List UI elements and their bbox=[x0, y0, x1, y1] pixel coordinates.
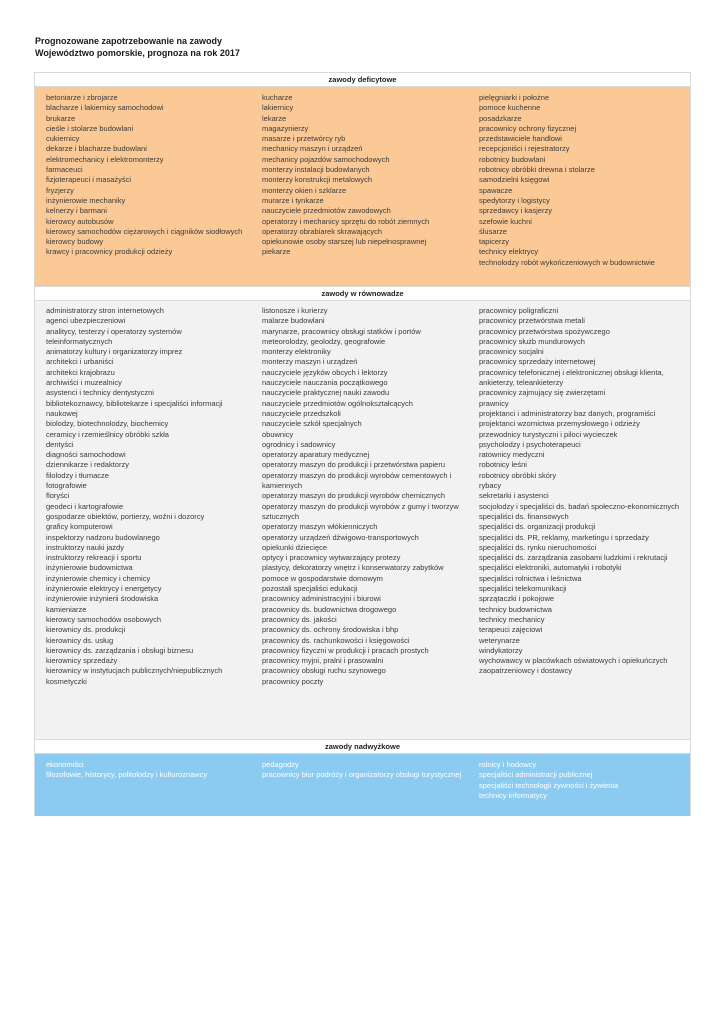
occupation-item: socjolodzy i specjaliści ds. badań społeczno-ekonomicznych bbox=[479, 501, 680, 511]
occupation-item: technicy mechanicy bbox=[479, 614, 545, 624]
occupation-item: spawacze bbox=[479, 185, 513, 195]
occupation-item: specjaliści technologii żywności i żywienia bbox=[479, 780, 619, 790]
section-balance-header: zawody w równowadze bbox=[35, 286, 690, 301]
title-line-2: Województwo pomorskie, prognoza na rok 2017 bbox=[35, 48, 240, 58]
occupation-item: operatorzy maszyn do produkcji i przetwórstwa papieru bbox=[262, 460, 445, 470]
occupation-item: monterzy instalacji budowlanych bbox=[262, 165, 370, 175]
occupation-item: blacharze i lakiernicy samochodowi bbox=[46, 103, 164, 113]
occupation-item: samodzielni księgowi bbox=[479, 175, 550, 185]
occupation-item: operatorzy maszyn włókienniczych bbox=[262, 522, 378, 532]
occupation-item: pracownicy biur podróży i organizatorzy obsługi turystycznej bbox=[262, 770, 462, 780]
occupation-item: operatorzy maszyn do produkcji wyrobów cementowych i kamiennych bbox=[262, 470, 452, 491]
occupation-item: nauczyciele przedszkoli bbox=[262, 408, 341, 418]
occupation-item: instruktorzy nauki jazdy bbox=[46, 542, 124, 552]
section-surplus-body bbox=[35, 754, 690, 816]
occupation-item: terapeuci zajęciowi bbox=[479, 625, 543, 635]
occupation-item: recepcjoniści i rejestratorzy bbox=[479, 144, 570, 154]
occupation-item: operatorzy i mechanicy sprzętu do robót ziemnych bbox=[262, 216, 430, 226]
occupation-item: pomoce kuchenne bbox=[479, 103, 541, 113]
occupation-item: monterzy okien i szklarze bbox=[262, 185, 347, 195]
occupation-item: instruktorzy rekreacji i sportu bbox=[46, 553, 142, 563]
section-deficit-body bbox=[35, 87, 690, 286]
occupation-item: inżynierowie chemicy i chemicy bbox=[46, 573, 151, 583]
occupation-item: przedstawiciele handlowi bbox=[479, 134, 562, 144]
surplus-column-1 bbox=[35, 760, 252, 816]
occupation-item: pracownicy przetwórstwa metali bbox=[479, 316, 585, 326]
occupation-item: spedytorzy i logistycy bbox=[479, 195, 550, 205]
occupation-item: obuwnicy bbox=[262, 429, 294, 439]
occupation-item: architekci i urbaniści bbox=[46, 357, 114, 367]
occupation-item: specjaliści ds. organizacji produkcji bbox=[479, 522, 596, 532]
occupation-item: pomoce w gospodarstwie domowym bbox=[262, 573, 383, 583]
occupation-item: projektanci i administratorzy baz danych, programiści bbox=[479, 408, 656, 418]
occupation-item: marynarze, pracownicy obsługi statków i portów bbox=[262, 326, 421, 336]
section-balance-body bbox=[35, 301, 690, 740]
occupation-item: kucharze bbox=[262, 93, 293, 102]
occupation-item: specjaliści ds. PR, reklamy, marketingu i sprzedaży bbox=[479, 532, 649, 542]
occupation-item: pracownicy poczty bbox=[262, 676, 324, 686]
occupation-item: robotnicy leśni bbox=[479, 460, 527, 470]
occupation-item: przewodnicy turystyczni i piloci wycieczek bbox=[479, 429, 618, 439]
occupation-item: krawcy i pracownicy produkcji odzieży bbox=[46, 247, 173, 257]
occupation-item: posadzkarze bbox=[479, 113, 522, 123]
occupation-item: gospodarze obiektów, portierzy, woźni i dozorcy bbox=[46, 511, 205, 521]
occupation-item: kierowcy budowy bbox=[46, 237, 104, 247]
occupation-item: dentyści bbox=[46, 439, 74, 449]
occupation-item: monterzy elektroniky bbox=[262, 347, 331, 357]
occupation-item: nauczyciele szkół specjalnych bbox=[262, 419, 362, 429]
occupation-item: monterzy maszyn i urządzeń bbox=[262, 357, 358, 367]
occupation-item: ceramicy i rzemieślnicy obróbki szkła bbox=[46, 429, 169, 439]
occupation-item: inspektorzy nadzoru budowlanego bbox=[46, 532, 160, 542]
occupation-item: pracownicy przetwórstwa spożywczego bbox=[479, 326, 610, 336]
occupation-item: kelnerzy i barmani bbox=[46, 206, 107, 216]
occupation-item: pracownicy służb mundurowych bbox=[479, 336, 585, 346]
occupation-item: pracownicy fizyczni w produkcji i pracach prostych bbox=[262, 645, 429, 655]
occupation-item: robotnicy obróbki drewna i stolarze bbox=[479, 165, 595, 175]
deficit-column-2 bbox=[252, 93, 469, 286]
occupation-item: specjaliści ds. zarządzania zasobami ludzkimi i rekrutacji bbox=[479, 553, 668, 563]
occupation-item: pracownicy ds. jakości bbox=[262, 614, 337, 624]
occupation-item: kosmetyczki bbox=[46, 676, 87, 686]
occupation-item: zaopatrzeniowcy i dostawcy bbox=[479, 666, 572, 676]
occupation-item: operatorzy obrabiarek skrawających bbox=[262, 226, 383, 236]
occupation-item: pracownicy sprzedaży internetowej bbox=[479, 357, 596, 367]
occupation-item: fryzjerzy bbox=[46, 185, 74, 195]
occupation-item: administratorzy stron internetowych bbox=[46, 306, 164, 315]
occupation-item: pracownicy administracyjni i biurowi bbox=[262, 594, 381, 604]
occupation-item: optycy i pracownicy wytwarzający protezy bbox=[262, 553, 401, 563]
occupation-item: cukiernicy bbox=[46, 134, 80, 144]
occupation-item: plastycy, dekoratorzy wnętrz i konserwatorzy zabytków bbox=[262, 563, 444, 573]
occupation-item: operatorzy aparatury medycznej bbox=[262, 450, 370, 460]
occupation-item: opiekunowie osoby starszej lub niepełnosprawnej bbox=[262, 237, 427, 247]
occupation-item: ogrodnicy i sadownicy bbox=[262, 439, 336, 449]
occupation-item: pracownicy ds. rachunkowości i księgowości bbox=[262, 635, 410, 645]
occupation-item: analitycy, testerzy i operatorzy systemów teleinformatycznych bbox=[46, 326, 182, 346]
occupation-item: bibliotekoznawcy, bibliotekarze i specjaliści informacji naukowej bbox=[46, 398, 223, 418]
occupation-item: asystenci i technicy dentystyczni bbox=[46, 388, 154, 398]
occupation-item: tapicerzy bbox=[479, 237, 510, 247]
occupation-item: geodeci i kartografowie bbox=[46, 501, 124, 511]
occupation-item: pedagodzy bbox=[262, 760, 299, 769]
balance-column-3 bbox=[469, 306, 690, 740]
occupation-item: brukarze bbox=[46, 113, 76, 123]
occupation-item: pracownicy obsługi ruchu szynowego bbox=[262, 666, 386, 676]
occupation-item: kierownicy w instytucjach publicznych/niepublicznych bbox=[46, 666, 223, 676]
occupation-item: sprzątaczki i pokojowe bbox=[479, 594, 555, 604]
section-balance bbox=[34, 286, 691, 740]
occupation-item: sekretarki i asystenci bbox=[479, 491, 549, 501]
occupation-item: fotografowie bbox=[46, 481, 87, 491]
occupation-item: technicy elektrycy bbox=[479, 247, 539, 257]
balance-column-2 bbox=[252, 306, 469, 740]
occupation-item: robotnicy obróbki skóry bbox=[479, 470, 557, 480]
occupation-item: masarze i przetwórcy ryb bbox=[262, 134, 346, 144]
occupation-item: nauczyciele nauczania początkowego bbox=[262, 378, 388, 388]
occupation-item: biolodzy, biotechnolodzy, biochemicy bbox=[46, 419, 169, 429]
occupation-item: monterzy konstrukcji metalowych bbox=[262, 175, 373, 185]
occupation-item: dziennikarze i redaktorzy bbox=[46, 460, 129, 470]
occupation-item: inżynierowie inżynierii środowiska bbox=[46, 594, 159, 604]
occupation-item: operatorzy urządzeń dźwigowo-transportowych bbox=[262, 532, 419, 542]
occupation-item: nauczyciele praktycznej nauki zawodu bbox=[262, 388, 390, 398]
occupation-item: animatorzy kultury i organizatorzy imprez bbox=[46, 347, 183, 357]
occupation-item: pracownicy telefonicznej i elektronicznej obsługi klienta, ankieterzy, teleankieterzy bbox=[479, 367, 664, 388]
occupation-item: projektanci wzornictwa przemysłowego i odzieży bbox=[479, 419, 640, 429]
occupation-item: nauczyciele języków obcych i lektorzy bbox=[262, 367, 388, 377]
occupation-item: architekci krajobrazu bbox=[46, 367, 115, 377]
occupation-item: fizjoterapeuci i masażyści bbox=[46, 175, 132, 185]
balance-column-1 bbox=[35, 306, 252, 740]
occupation-item: inżynierowie budownictwa bbox=[46, 563, 133, 573]
occupation-item: specjaliści telekomunikacji bbox=[479, 584, 567, 594]
occupation-item: filozofowie, historycy, politolodzy i kulturoznawcy bbox=[46, 770, 208, 780]
occupation-item: technolodzy robót wykończeniowych w budownictwie bbox=[479, 257, 655, 267]
occupation-item: nauczyciele przedmiotów ogólnokształcących bbox=[262, 398, 413, 408]
occupation-item: specjaliści ds. rynku nieruchomości bbox=[479, 542, 597, 552]
occupation-item: sprzedawcy i kasjerzy bbox=[479, 206, 552, 216]
occupation-item: malarze budowlani bbox=[262, 316, 325, 326]
occupation-item: pielęgniarki i położne bbox=[479, 93, 550, 102]
deficit-column-1 bbox=[35, 93, 252, 286]
surplus-column-2 bbox=[252, 760, 469, 816]
occupation-item: meteorolodzy, geolodzy, geografowie bbox=[262, 336, 386, 346]
occupation-item: cieśle i stolarze budowlani bbox=[46, 123, 134, 133]
occupation-item: specjaliści elektroniki, automatyki i robotyki bbox=[479, 563, 622, 573]
page-title bbox=[35, 35, 240, 59]
occupation-item: opiekunki dziecięce bbox=[262, 542, 328, 552]
occupation-item: filolodzy i tłumacze bbox=[46, 470, 109, 480]
occupation-item: operatorzy maszyn do produkcji wyrobów z gumy i tworzyw sztucznych bbox=[262, 501, 459, 521]
occupation-item: lekarze bbox=[262, 113, 287, 123]
occupation-item: kamieniarze bbox=[46, 604, 87, 614]
section-surplus bbox=[34, 739, 691, 816]
occupation-item: prawnicy bbox=[479, 398, 509, 408]
section-deficit bbox=[34, 72, 691, 286]
occupation-item: kierowcy samochodów osobowych bbox=[46, 614, 162, 624]
deficit-column-3 bbox=[469, 93, 690, 286]
occupation-item: specjaliści administracji publicznej bbox=[479, 770, 593, 780]
occupation-item: rybacy bbox=[479, 481, 502, 491]
occupation-item: mechanicy pojazdów samochodowych bbox=[262, 154, 390, 164]
occupation-item: pracownicy poligraficzni bbox=[479, 306, 559, 315]
occupation-item: ratownicy medyczni bbox=[479, 450, 545, 460]
occupation-item: pracownicy socjalni bbox=[479, 347, 544, 357]
occupation-item: wychowawcy w placówkach oświatowych i opiekuńczych bbox=[479, 656, 668, 666]
occupation-item: nauczyciele przedmiotów zawodowych bbox=[262, 206, 391, 216]
occupation-item: specjaliści rolnictwa i leśnictwa bbox=[479, 573, 582, 583]
occupation-item: pracownicy zajmujący się zwierzętami bbox=[479, 388, 606, 398]
occupation-item: pracownicy ds. ochrony środowiska i bhp bbox=[262, 625, 399, 635]
occupation-item: lakiernicy bbox=[262, 103, 294, 113]
occupation-item: floryści bbox=[46, 491, 70, 501]
occupation-item: mechanicy maszyn i urządzeń bbox=[262, 144, 363, 154]
occupation-item: diagności samochodowi bbox=[46, 450, 126, 460]
occupation-item: robotnicy budowlani bbox=[479, 154, 546, 164]
occupation-item: kierownicy sprzedaży bbox=[46, 656, 118, 666]
section-deficit-header: zawody deficytowe bbox=[35, 72, 690, 87]
occupation-item: kierownicy ds. produkcji bbox=[46, 625, 126, 635]
occupation-item: technicy budownictwa bbox=[479, 604, 552, 614]
occupation-item: listonosze i kurierzy bbox=[262, 306, 328, 315]
occupation-item: inżynierowie mechaniky bbox=[46, 195, 126, 205]
occupation-item: agenci ubezpieczeniowi bbox=[46, 316, 126, 326]
occupation-item: szefowie kuchni bbox=[479, 216, 532, 226]
occupation-item: pracownicy ds. budownictwa drogowego bbox=[262, 604, 397, 614]
occupation-item: pozostali specjaliści edukacji bbox=[262, 584, 358, 594]
occupation-item: inżynierowie elektrycy i energetycy bbox=[46, 584, 162, 594]
occupation-item: kierownicy ds. zarządzania i obsługi biznesu bbox=[46, 645, 194, 655]
occupation-item: kierowcy samochodów ciężarowych i ciągników siodłowych bbox=[46, 226, 243, 236]
surplus-column-3 bbox=[469, 760, 690, 816]
occupation-item: murarze i tynkarze bbox=[262, 195, 324, 205]
occupation-item: pracownicy myjni, pralni i prasowalni bbox=[262, 656, 384, 666]
occupation-item: ślusarze bbox=[479, 226, 507, 236]
occupation-item: magazynierzy bbox=[262, 123, 309, 133]
occupation-item: kierowcy autobusów bbox=[46, 216, 114, 226]
section-surplus-header: zawody nadwyżkowe bbox=[35, 739, 690, 754]
occupation-item: technicy informatycy bbox=[479, 790, 547, 800]
occupation-item: specjaliści ds. finansowych bbox=[479, 511, 569, 521]
occupation-item: ekonomiści bbox=[46, 760, 84, 769]
title-line-1: Prognozowane zapotrzebowanie na zawody bbox=[35, 36, 223, 46]
occupation-item: betoniarze i zbrojarze bbox=[46, 93, 118, 102]
occupation-item: graficy komputerowi bbox=[46, 522, 113, 532]
occupation-item: weterynarze bbox=[479, 635, 520, 645]
occupation-item: rolnicy i hodowcy bbox=[479, 760, 537, 769]
occupation-item: windykatorzy bbox=[479, 645, 523, 655]
occupation-item: pracownicy ochrony fizycznej bbox=[479, 123, 577, 133]
occupation-item: archiwiści i muzealnicy bbox=[46, 378, 122, 388]
occupation-item: piekarze bbox=[262, 247, 291, 257]
occupation-item: operatorzy maszyn do produkcji wyrobów chemicznych bbox=[262, 491, 445, 501]
occupation-item: psycholodzy i psychoterapeuci bbox=[479, 439, 581, 449]
occupation-item: elektromechanicy i elektromonterzy bbox=[46, 154, 164, 164]
occupation-item: kierownicy ds. usług bbox=[46, 635, 114, 645]
occupation-item: farmaceuci bbox=[46, 165, 83, 175]
occupation-item: dekarze i blacharze budowlani bbox=[46, 144, 147, 154]
